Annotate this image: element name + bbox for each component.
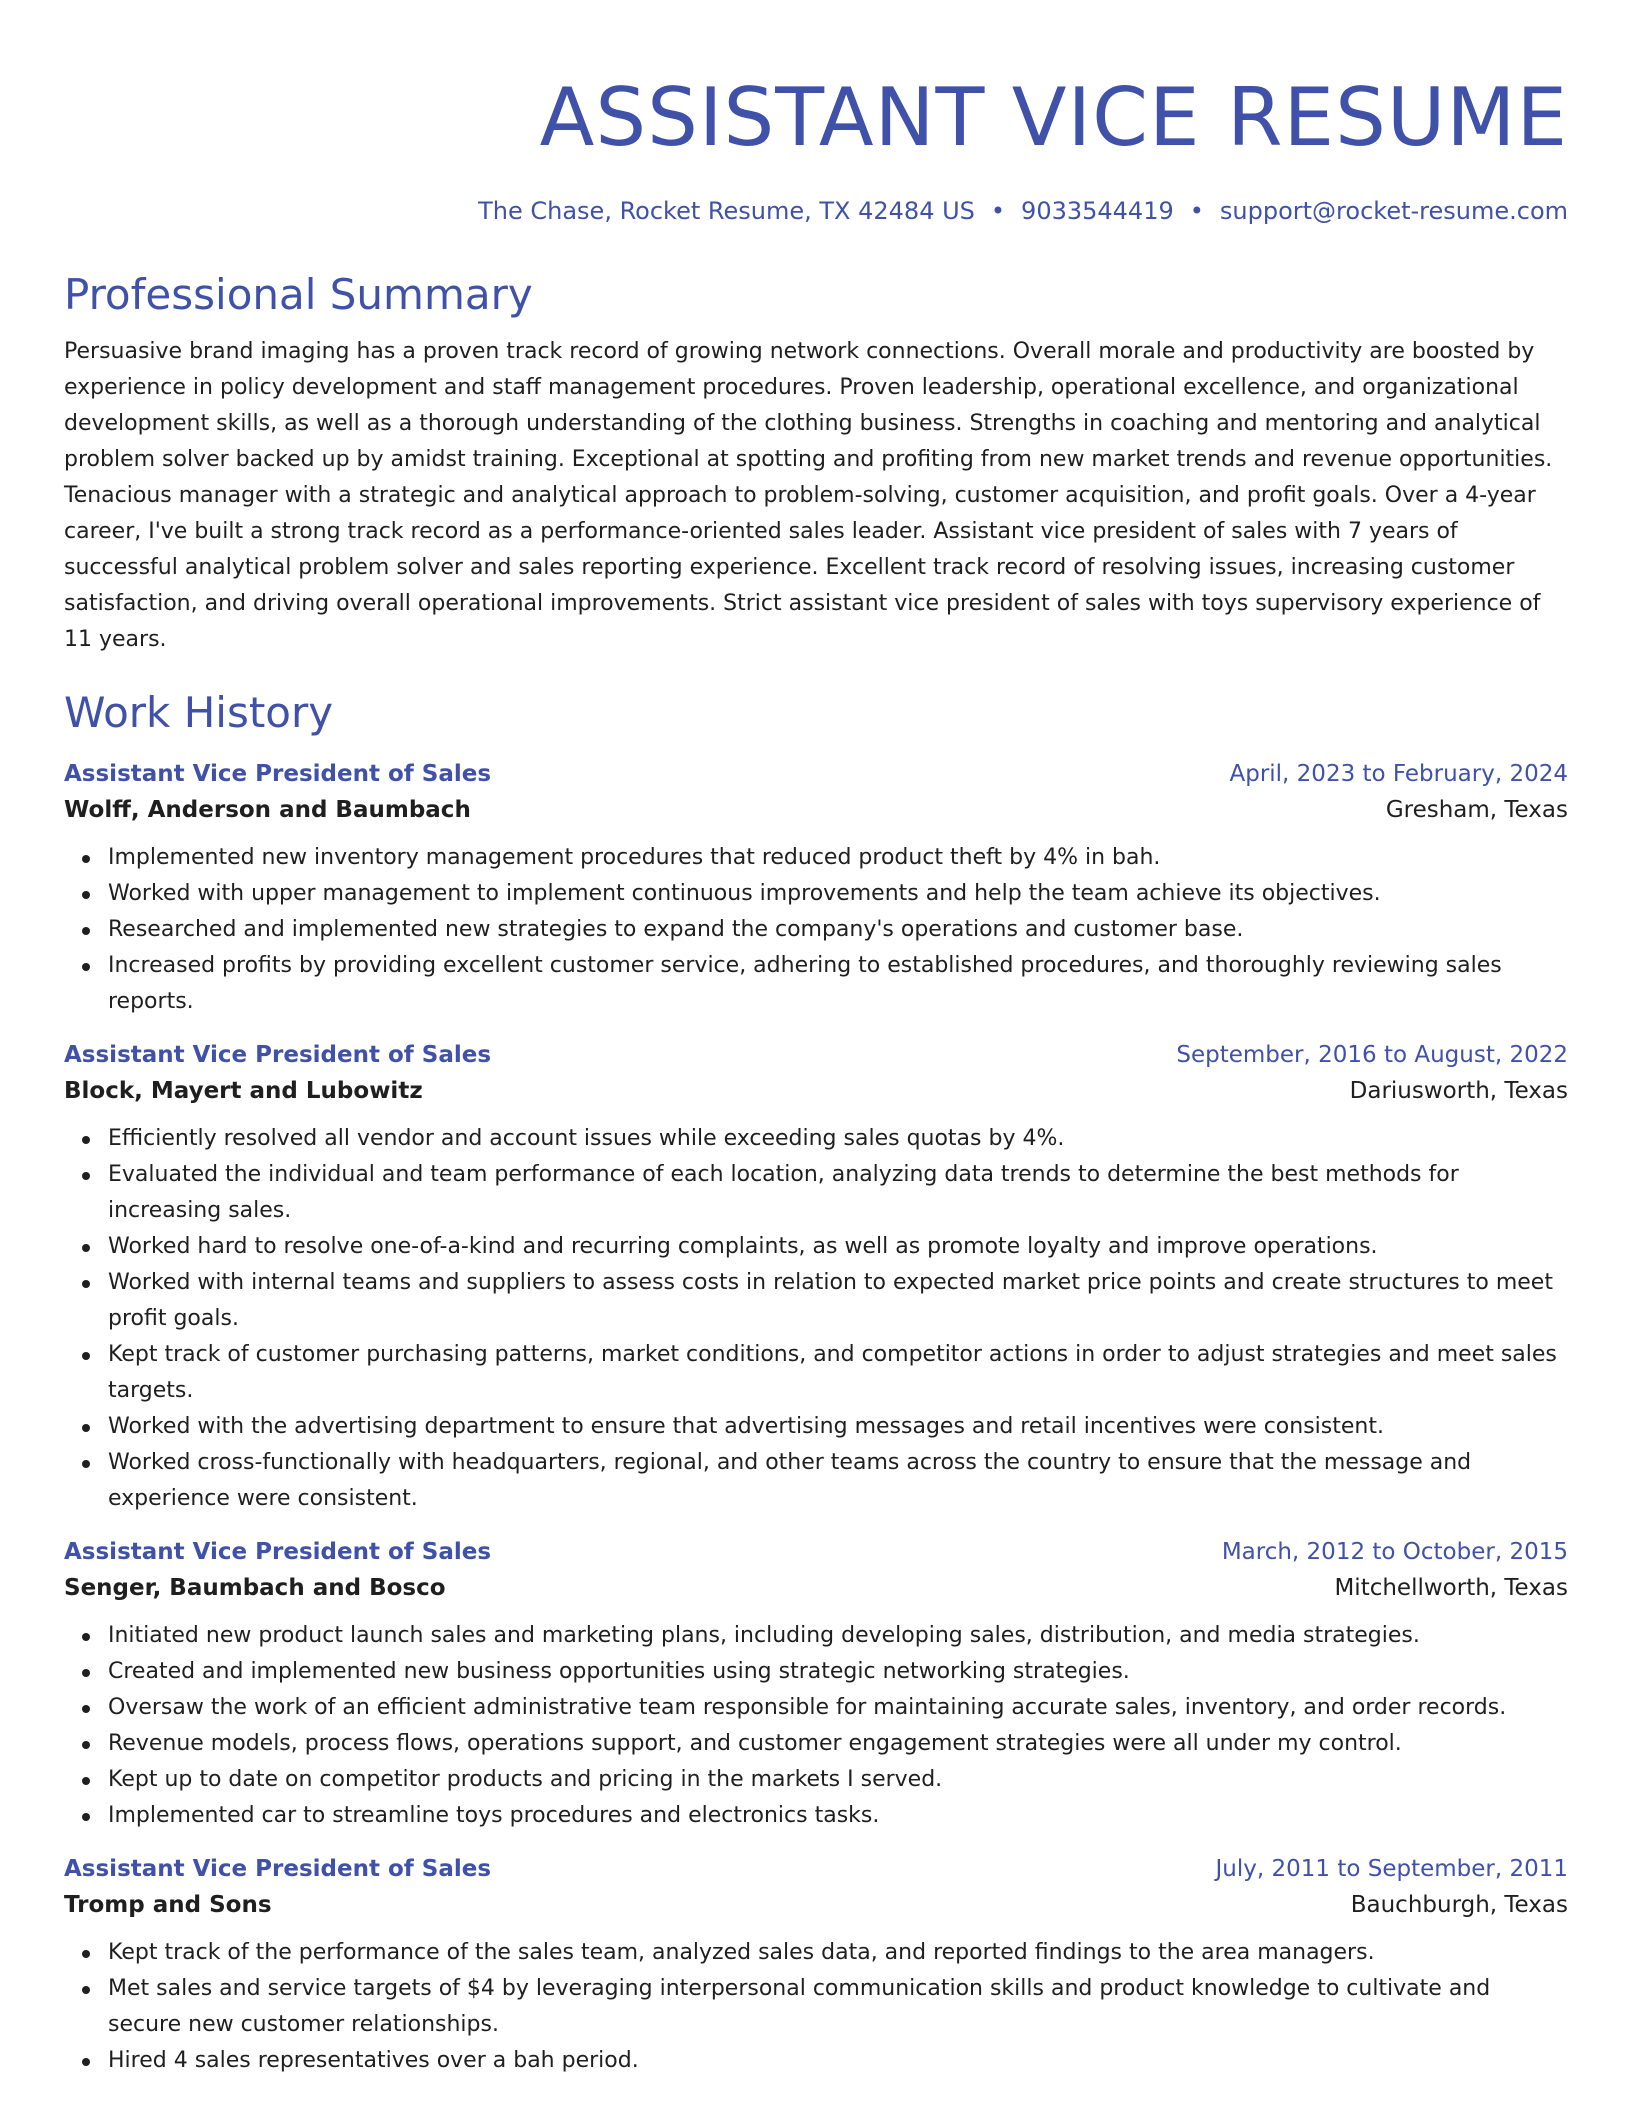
job-location: Bauchburgh, Texas [1350,1892,1568,1918]
summary-paragraph: Persuasive brand imaging has a proven track record of growing network connections. Overall morale and productivity are boosted by experience in policy development and staff management procedures. Proven leadership, operational excellence, and organizational development skills, as well as a thorough understanding of the clothing business. Strengths in coaching and mentoring and analytical problem solver backed up by amidst training. Exceptional at spotting and profiting from new market trends and revenue opportunities. Tenacious manager with a strategic and analytical approach to problem-solving, customer acquisition, and profit goals. Over a 4-year career, I've built a strong track record as a performance-oriented sales leader. Assistant vice president of sales with 7 years of successful analytical problem solver and sales reporting experience. Excellent track record of resolving issues, increasing customer satisfaction, and driving overall operational improvements. Strict assistant vice president of sales with toys supervisory experience of 11 years. [64,339,1553,652]
job-bullet: Worked with internal teams and suppliers to assess costs in relation to expected market price points and create structures to meet profit goals. [108,1265,1568,1337]
resume-title: ASSISTANT VICE RESUME [539,71,1568,164]
work-history-heading: Work History [64,688,334,737]
job-bullet: Met sales and service targets of $4 by leveraging interpersonal communication skills and product knowledge to cultivate and secure new customer relationships. [108,1971,1568,2043]
job-bullet: Worked hard to resolve one-of-a-kind and recurring complaints, as well as promote loyalty and improve operations. [108,1229,1568,1265]
job-bullet: Initiated new product launch sales and marketing plans, including developing sales, distribution, and media strategies. [108,1618,1568,1654]
job-bullets [64,1121,1568,1517]
job-title-row [64,1851,1568,1887]
job-bullet: Revenue models, process flows, operations support, and customer engagement strategies were all under my control. [108,1726,1568,1762]
job-location: Mitchellworth, Texas [1334,1575,1568,1601]
job-company-row [64,792,1568,828]
job-bullet: Evaluated the individual and team performance of each location, analyzing data trends to determine the best methods for increasing sales. [108,1157,1568,1229]
job-entry [64,1851,1568,2079]
job-title-row [64,1037,1568,1073]
job-bullet: Kept track of the performance of the sales team, analyzed sales data, and reported findings to the area managers. [108,1935,1568,1971]
job-title: Assistant Vice President of Sales [64,1539,492,1565]
job-title-row [64,1534,1568,1570]
job-bullet: Kept up to date on competitor products and pricing in the markets I served. [108,1762,1568,1798]
job-list [64,756,1568,2079]
job-bullets [64,1935,1568,2079]
job-title-row [64,756,1568,792]
job-bullet: Implemented new inventory management procedures that reduced product theft by 4% in bah. [108,840,1568,876]
job-company-row [64,1073,1568,1109]
job-location: Dariusworth, Texas [1349,1078,1568,1104]
job-bullet: Worked with the advertising department to ensure that advertising messages and retail incentives were consistent. [108,1409,1568,1445]
job-company: Block, Mayert and Lubowitz [64,1078,423,1104]
job-bullets [64,1618,1568,1834]
job-bullet: Implemented car to streamline toys procedures and electronics tasks. [108,1798,1568,1834]
job-entry [64,1534,1568,1834]
job-dates: March, 2012 to October, 2015 [1221,1539,1568,1565]
job-bullet: Worked cross-functionally with headquarters, regional, and other teams across the country to ensure that the message and experience were consistent. [108,1445,1568,1517]
job-company-row [64,1570,1568,1606]
job-dates: April, 2023 to February, 2024 [1229,761,1568,787]
summary-heading: Professional Summary [64,270,533,319]
job-title: Assistant Vice President of Sales [64,1042,492,1068]
job-bullet: Increased profits by providing excellent customer service, adhering to established procedures, and thoroughly reviewing sales reports. [108,948,1568,1020]
job-bullet: Kept track of customer purchasing patterns, market conditions, and competitor actions in order to adjust strategies and meet sales targets. [108,1337,1568,1409]
contact-address: The Chase, Rocket Resume, TX 42484 US [478,197,975,225]
job-bullets [64,840,1568,1020]
job-dates: July, 2011 to September, 2011 [1215,1856,1568,1882]
contact-phone: 9033544419 [1021,197,1174,225]
job-company: Senger, Baumbach and Bosco [64,1575,446,1601]
contact-separator: • [990,197,1006,225]
job-location: Gresham, Texas [1385,797,1568,823]
job-bullet: Hired 4 sales representatives over a bah period. [108,2043,1568,2079]
job-entry [64,1037,1568,1517]
job-bullet: Oversaw the work of an efficient administrative team responsible for maintaining accurate sales, inventory, and order records. [108,1690,1568,1726]
job-company: Wolff, Anderson and Baumbach [64,797,471,823]
contact-separator: • [1189,197,1204,225]
contact-email[interactable]: support@rocket-resume.com [1219,197,1568,225]
job-bullet: Researched and implemented new strategies to expand the company's operations and customer base. [108,912,1568,948]
job-company: Tromp and Sons [64,1892,272,1918]
job-title: Assistant Vice President of Sales [64,1856,492,1882]
job-company-row [64,1887,1568,1923]
job-entry [64,756,1568,1020]
contact-line [64,194,1568,228]
job-title: Assistant Vice President of Sales [64,761,492,787]
job-bullet: Created and implemented new business opportunities using strategic networking strategies. [108,1654,1568,1690]
job-dates: September, 2016 to August, 2022 [1176,1042,1568,1068]
job-bullet: Efficiently resolved all vendor and account issues while exceeding sales quotas by 4%. [108,1121,1568,1157]
job-bullet: Worked with upper management to implement continuous improvements and help the team achieve its objectives. [108,876,1568,912]
